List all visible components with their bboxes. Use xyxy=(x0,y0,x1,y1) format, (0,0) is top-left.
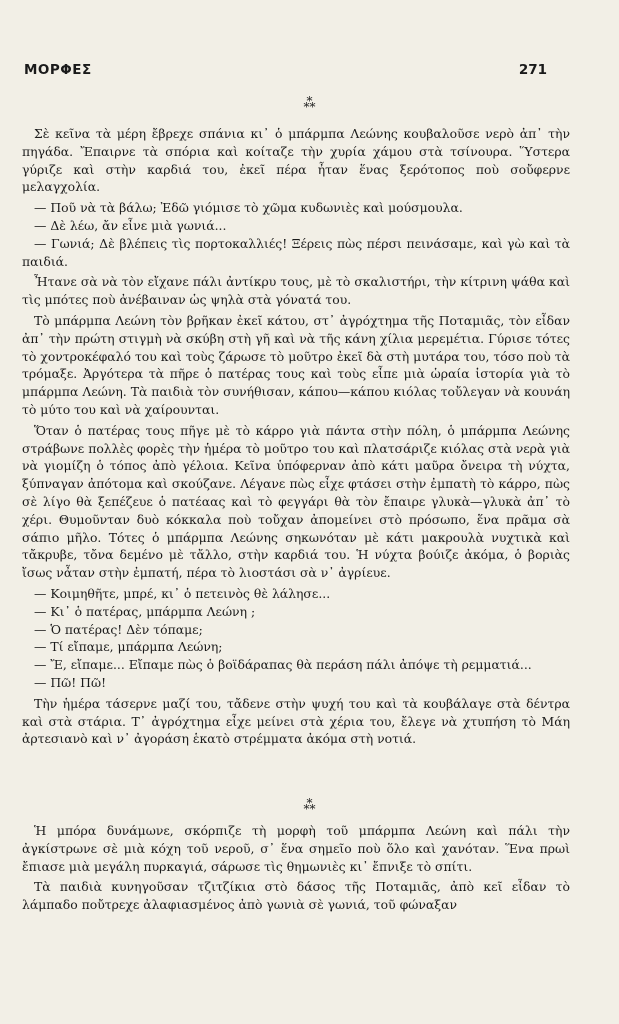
dialogue-line: — Γωνιά; Δὲ βλέπεις τὶς πορτοκαλλιές! Ξέρεις πὼς πέρσι πεινάσαμε, καὶ γὼ καὶ τὰ παιδιά. xyxy=(22,235,570,269)
section-2-text xyxy=(22,822,570,917)
paragraph: Τὰ παιδιὰ κυνηγοῦσαν τζιτζίκια στὸ δάσος τῆς Ποταμιᾶς, ἀπὸ κεῖ εἶδαν τὸ λάμπαδο ποὔτρεχε ἀλαφιασμένος ἀπὸ γωνιὰ σὲ γωνιά, τοῦ φώναξαν xyxy=(22,879,570,913)
separator-star: * xyxy=(309,802,316,816)
separator-star: * xyxy=(306,94,313,108)
paragraph: Ἦτανε σὰ νὰ τὸν εἴχανε πάλι ἀντίκρυ τους, μὲ τὸ σκαλιστήρι, τὴν κίτρινη ψάθα καὶ τὶς μπότες ποὺ ἀνέβαιναν ὡς ψηλὰ στὰ γόνατά του. xyxy=(22,274,570,308)
dialogue-line: — Τί εἴπαμε, μπάρμπα Λεώνη; xyxy=(34,639,223,655)
dialogue-line: — Ὁ πατέρας! Δὲν τόπαμε; xyxy=(34,621,203,637)
dialogue-line: — Κι᾽ ὁ πατέρας, μπάρμπα Λεώνη ; xyxy=(34,603,256,619)
dialogue-line: — Ποῦ νὰ τὰ βάλω; Ἐδῶ γιόμισε τὸ χῶμα κυδωνιὲς καὶ μούσμουλα. xyxy=(34,200,463,216)
separator-star: * xyxy=(306,796,313,810)
paragraph: Τὴν ἡμέρα τάσερνε μαζί του, τἄδενε στὴν ψυχή του καὶ τὰ κουβάλαγε στὰ δέντρα καὶ στὰ στάρια. Τ᾽ ἀγρόχτημα εἶχε μείνει στὰ χέρια του, ἔλεγε νὰ χτυπήση τὸ Μάη ἀρτεσιανὸ καὶ ν᾽ ἀγοράση ἑκατὸ στρέμματα ἀκόμα στὴ νοτιά. xyxy=(22,695,570,747)
section-1-text xyxy=(22,125,570,751)
paragraph: Ἡ μπόρα δυνάμωνε, σκόρπιζε τὴ μορφὴ τοῦ μπάρμπα Λεώνη καὶ πάλι τὴν ἀγκίστρωνε σὲ μιὰ κόχη τοῦ νεροῦ, σ᾽ ἕνα σημεῖο ποὺ ὅλο καὶ χανόταν. Ἕνα πρωὶ ἔπιασε μιὰ μεγάλη πυρκαγιά, σάρωσε τὶς θημωνιὲς κι᾽ ἔπνιξε τὸ σπίτι. xyxy=(22,823,570,874)
separator-star-row xyxy=(0,100,619,114)
separator-star: * xyxy=(309,100,316,114)
separator-star-row xyxy=(0,802,619,816)
dialogue-line: — Πῶ! Πῶ! xyxy=(34,674,107,690)
paragraph: Τὸ μπάρμπα Λεώνη τὸν βρῆκαν ἐκεῖ κάτου, στ᾽ ἀγρόχτημα τῆς Ποταμιᾶς, τὸν εἶδαν ἀπ᾽ τὴν πρώτη στιγμὴ νὰ σκύβη στὴ γῆ καὶ νὰ τῆς κάνη χίλια μερεμέτια. Γύρισε τότες τὸ χοντροκέφαλό του καὶ τοὺς ζάρωσε τὸ μοῦτρο ἐκεῖ δὰ στὴ μυτάρα του, τόσο ποὺ τὰ τρόμαξε. Ἀργότερα τὰ πῆρε ὁ πατέρας τους καὶ τοὺς εἶπε μιὰ ὡραία ἱστορία γιὰ τὸ μπάρμπα Λεώνη. Τὰ παιδιὰ τὸν συνήθισαν, κάπου—κάπου κιόλας τοὔλεγαν νὰ κουνάη τὸ μύτο του καὶ νὰ χαίρουνται. xyxy=(22,312,570,417)
section-separator-2 xyxy=(0,796,619,816)
separator-star: * xyxy=(303,100,310,114)
dialogue-line: — Ἔ, εἴπαμε... Εἴπαμε πὼς ὁ βοϊδάραπας θὰ περάση πάλι ἀπόψε τὴ ρεμματιά... xyxy=(34,657,532,673)
page-number: 271 xyxy=(518,62,547,78)
section-separator-1 xyxy=(0,94,619,114)
running-header-title: ΜΟΡΦΕΣ xyxy=(24,62,92,78)
separator-star: * xyxy=(303,802,310,816)
paragraph: Σὲ κεῖνα τὰ μέρη ἔβρεχε σπάνια κι᾽ ὁ μπάρμπα Λεώνης κουβαλοῦσε νερὸ ἀπ᾽ τὴν πηγάδα. Ἔπαιρνε τὰ σπόρια καὶ κοίταζε τὴν χυρία χάμου στὰ τσίνουρα. Ὕστερα γύριζε καὶ στὴν καρδιά του, ἐκεῖ πέρα ἦταν ἕνας ξερότοπος ποὺ σοὔφερνε μελαγχολία. xyxy=(22,126,570,195)
dialogue-line: — Κοιμηθῆτε, μπρέ, κι᾽ ὁ πετεινὸς θὲ λάλησε... xyxy=(34,585,331,601)
dialogue-line: — Δὲ λέω, ἄν εἶνε μιὰ γωνιά... xyxy=(34,217,227,233)
paragraph: Ὅταν ὁ πατέρας τους πῆγε μὲ τὸ κάρρο γιὰ πάντα στὴν πόλη, ὁ μπάρμπα Λεώνης στράβωνε πολλὲς φορὲς τὴν ἡμέρα τὸ μοῦτρο του καὶ πλατσάριζε κιόλας στὰ νερὰ γιὰ νὰ γιομίζη ὁ τόπος ἀπὸ γέλοια. Κεῖνα ὑπόφερναν ἀπὸ κάτι μαῦρα ὄνειρα τὴ νύχτα, ξύπναγαν ἀπότομα καὶ σκούζανε. Λέγανε πὼς εἶχε φτάσει στὴν ἐμπατὴ τὸ κάρρο, πὼς σὲ λίγο θὰ ξεπέζευε ὁ πατέαας καὶ τὸ φεγγάρι θὰ τὸν ἔπαιρε γλυκὰ—γλυκὰ ἀπ᾽ τὸ χέρι. Θυμοῦνταν δυὸ κόκκαλα ποὺ τοὔχαν ἀπομείνει στὸ πρόσωπο, ἕνα πρᾶμα σὰ σάπιο μῆλο. Τότες ὁ μπάρμπα Λεώνης σηκωνόταν μὲ κάτι μακρουλὰ νυχτικὰ καὶ τἄκρυβε, τὄνα δεμένο μὲ τἄλλο, στὴν καρδιά του. Ἡ νύχτα βούιζε ἀκόμα, ὁ βοριὰς ἴσως νἆταν στὴν ἐμπατή, πέρα τὸ λιοστάσι σὰ ν᾽ ἀγρίευε. xyxy=(22,422,570,581)
